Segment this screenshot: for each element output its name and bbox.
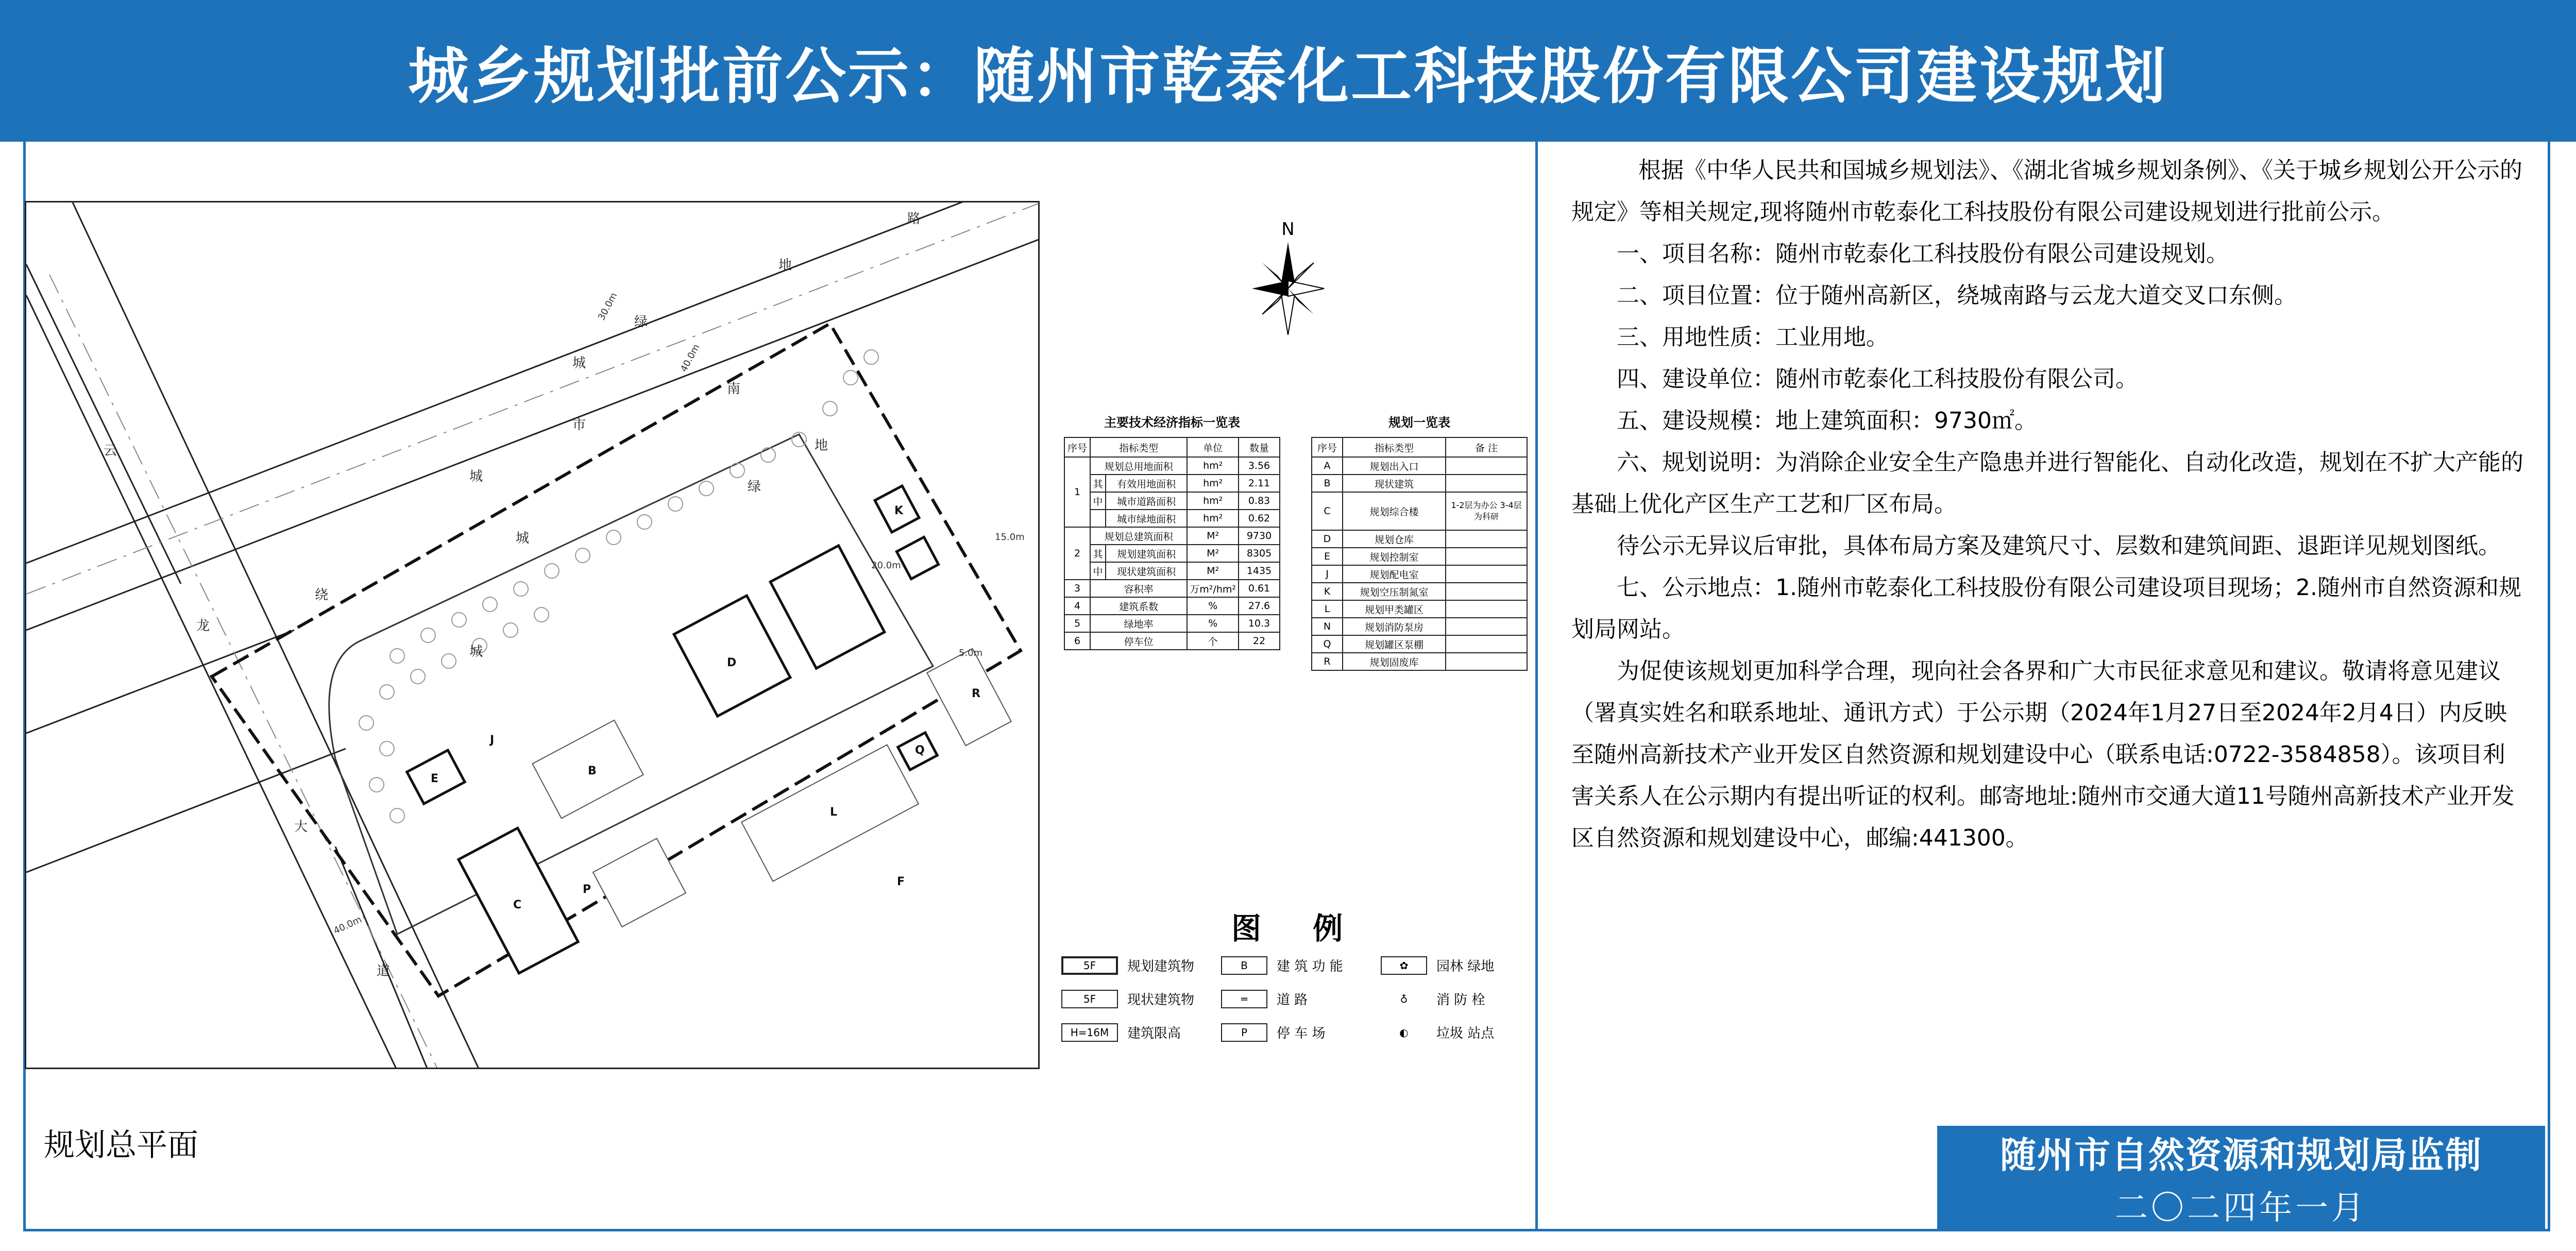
table-row: [1312, 583, 1527, 600]
cell-note: [1446, 635, 1527, 653]
existing-building-b2: [593, 838, 686, 927]
cell-name: 规划仓库: [1343, 530, 1446, 548]
cell-no: 4: [1064, 597, 1090, 615]
plan-list-table: [1311, 437, 1528, 671]
notice-paragraph: 七、公示地点：1.随州市乾泰化工科技股份有限公司建设项目现场；2.随州市自然资源和规划局网站。: [1571, 574, 2521, 643]
cell-value: 3.56: [1239, 457, 1280, 475]
cell-value: 22: [1239, 632, 1280, 650]
cell-name: 现状建筑: [1343, 475, 1446, 492]
legend-item: [1381, 956, 1494, 975]
cell-unit: %: [1187, 615, 1239, 632]
cell-sub: 其: [1090, 545, 1106, 562]
legend-label: 规划建筑物: [1127, 959, 1195, 974]
cell-note: [1446, 548, 1527, 565]
road-label: 云: [104, 443, 117, 459]
cell-code: A: [1312, 457, 1343, 475]
cell-value: 27.6: [1239, 597, 1280, 615]
building-label: K: [894, 504, 904, 517]
notice-paragraph: 待公示无异议后审批，具体布局方案及建筑尺寸、层数和建筑间距、退距详见规划图纸。: [1617, 533, 2501, 559]
building-function-icon: B: [1221, 956, 1267, 975]
road-label: 地: [778, 258, 792, 273]
table-row: [1312, 492, 1527, 530]
building-n: [896, 537, 938, 579]
cell-unit: %: [1187, 597, 1239, 615]
cell-value: 10.3: [1239, 615, 1280, 632]
road-label: 市: [572, 417, 586, 433]
cell-unit: hm²: [1187, 492, 1239, 510]
cell-name: 规划甲类罐区: [1343, 600, 1446, 618]
building-label: R: [972, 687, 980, 700]
cell-code: Q: [1312, 635, 1343, 653]
road-label: 城: [572, 356, 586, 371]
road-label: 龙: [196, 618, 210, 634]
road-icon: ═: [1221, 990, 1267, 1008]
dimension-label: 5.0m: [959, 648, 983, 658]
notice-paragraph: 根据《中华人民共和国城乡规划法》、《湖北省城乡规划条例》、《关于城乡规划公开公示的规定》等相关规定,现将随州市乾泰化工科技股份有限公司建设规划进行批前公示。: [1571, 157, 2522, 225]
dimension-label: 20.0m: [871, 560, 901, 571]
dimension-label: 40.0m: [678, 342, 702, 374]
north-arrow-icon: [1247, 216, 1329, 356]
publish-date: 二〇二四年一月: [2115, 1189, 2367, 1227]
table-row: [1312, 653, 1527, 670]
existing-building-icon: 5F: [1061, 990, 1118, 1008]
legend: [1061, 956, 1525, 1059]
table-row: [1064, 457, 1280, 475]
road-centerline: [26, 202, 1040, 594]
road-centerline: [49, 275, 438, 1069]
table-row: [1312, 457, 1527, 475]
cell-unit: hm²: [1187, 457, 1239, 475]
road-edge: [26, 264, 181, 584]
notice-paragraph: 二、项目位置：位于随州高新区，绕城南路与云龙大道交叉口东侧。: [1617, 282, 2297, 309]
planned-building-icon: 5F: [1061, 956, 1118, 975]
cell-code: L: [1312, 600, 1343, 618]
cell-code: C: [1312, 492, 1343, 530]
building-label: C: [513, 899, 522, 911]
cell-name: 规划罐区泵棚: [1343, 635, 1446, 653]
cell-name: 建筑系数: [1090, 597, 1187, 615]
col-header: 指标类型: [1343, 437, 1446, 457]
legend-item: [1381, 989, 1485, 1008]
tech-table-title: 主要技术经济指标一览表: [1104, 415, 1240, 430]
col-header: 序号: [1312, 437, 1343, 457]
cell-value: 1435: [1239, 562, 1280, 580]
table-header-row: [1064, 437, 1280, 457]
dimension-label: 40.0m: [332, 914, 364, 937]
cell-name: 规划控制室: [1343, 548, 1446, 565]
cell-no: 3: [1064, 580, 1090, 597]
cell-code: J: [1312, 565, 1343, 583]
col-header: 数量: [1239, 437, 1280, 457]
cell-name: 现状建筑面积: [1106, 562, 1187, 580]
notice-paragraph: 六、规划说明：为消除企业安全生产隐患并进行智能化、自动化改造，规划在不扩大产能的基础上优化产区生产工艺和厂区布局。: [1571, 449, 2523, 517]
cell-note: [1446, 457, 1527, 475]
road-label: 道: [377, 963, 391, 979]
cell-value: 2.11: [1239, 475, 1280, 492]
cell-note: [1446, 565, 1527, 583]
cell-note: [1446, 600, 1527, 618]
site-plan-map: [25, 201, 1040, 1069]
table-row: [1064, 580, 1280, 597]
notice-paragraph: 一、项目名称：随州市乾泰化工科技股份有限公司建设规划。: [1617, 241, 2229, 267]
table-row: [1064, 527, 1280, 545]
site-plan-svg: [26, 202, 1040, 1069]
cell-name: 规划建筑面积: [1106, 545, 1187, 562]
cell-value: 0.83: [1239, 492, 1280, 510]
cell-unit: 个: [1187, 632, 1239, 650]
table-row: [1312, 600, 1527, 618]
road-edge: [26, 749, 346, 872]
cell-name: 规划固废库: [1343, 653, 1446, 670]
legend-label: 停 车 场: [1277, 1026, 1326, 1041]
road-edge: [26, 295, 397, 1069]
col-header: 序号: [1064, 437, 1090, 457]
legend-item: [1221, 956, 1343, 975]
road-label: 绿: [748, 479, 761, 495]
notice-text: [1571, 149, 2524, 859]
legend-item: [1061, 956, 1194, 975]
road-label: 城: [516, 531, 530, 546]
height-limit-icon: H=16M: [1061, 1023, 1118, 1042]
col-header: 指标类型: [1090, 437, 1187, 457]
legend-label: 现状建筑物: [1127, 992, 1195, 1008]
building-d-2: [770, 546, 885, 668]
table-row: [1064, 492, 1280, 510]
legend-label: 园林 绿地: [1436, 959, 1495, 974]
cell-name: 城市绿地面积: [1106, 510, 1187, 527]
garbage-station-icon: ◐: [1399, 1026, 1409, 1039]
road-label: 南: [727, 381, 741, 397]
building-label: Q: [915, 744, 925, 757]
plan-title: 规划总平面: [44, 1127, 198, 1163]
parking-icon: P: [1221, 1023, 1267, 1042]
notice-paragraph: 五、建设规模：地上建筑面积：9730㎡。: [1617, 408, 2037, 434]
building-label: E: [431, 772, 439, 785]
cell-unit: M²: [1187, 545, 1239, 562]
cell-name: 规划总用地面积: [1090, 457, 1187, 475]
garden-green-icon: ✿: [1381, 956, 1427, 975]
cell-note: [1446, 475, 1527, 492]
road-label: 大: [294, 819, 308, 835]
table-row: [1312, 530, 1527, 548]
building-label: B: [588, 765, 597, 777]
road-edge: [26, 630, 294, 733]
building-label: F: [897, 875, 905, 888]
cell-value: 9730: [1239, 527, 1280, 545]
table-row: [1312, 618, 1527, 635]
road-edge: [335, 847, 428, 1069]
table-row: [1064, 545, 1280, 562]
cell-name: 城市道路面积: [1106, 492, 1187, 510]
table-row: [1064, 632, 1280, 650]
road-label: 绿: [634, 314, 648, 330]
cell-name: 绿地率: [1090, 615, 1187, 632]
road-label: 绕: [315, 587, 329, 603]
fire-hydrant-icon: ♁: [1400, 992, 1408, 1005]
cell-name: 规划综合楼: [1343, 492, 1446, 530]
cell-no: 5: [1064, 615, 1090, 632]
road-label: 路: [907, 211, 921, 227]
cell-unit: 万m²/hm²: [1187, 580, 1239, 597]
building-label: L: [830, 806, 838, 819]
table-row: [1312, 635, 1527, 653]
table-row: [1064, 615, 1280, 632]
cell-code: K: [1312, 583, 1343, 600]
supervisor-footer: [1937, 1126, 2545, 1229]
supervisor-org: 随州市自然资源和规划局监制: [2000, 1134, 2482, 1176]
cell-note: [1446, 530, 1527, 548]
north-label: N: [1281, 219, 1295, 240]
dimension-label: 30.0m: [596, 291, 620, 323]
cell-name: 规划配电室: [1343, 565, 1446, 583]
cell-value: 0.61: [1239, 580, 1280, 597]
table-row: [1312, 475, 1527, 492]
road-label: 城: [469, 644, 483, 660]
cell-code: N: [1312, 618, 1343, 635]
cell-code: B: [1312, 475, 1343, 492]
legend-item: [1381, 1023, 1494, 1042]
cell-name: 容积率: [1090, 580, 1187, 597]
col-header: 单位: [1187, 437, 1239, 457]
col-header: 备 注: [1446, 437, 1527, 457]
frame-divider: [1535, 139, 1538, 1231]
cell-name: 规划总建筑面积: [1090, 527, 1187, 545]
notice-paragraph: 三、用地性质：工业用地。: [1617, 324, 1889, 350]
legend-label: 垃圾 站点: [1436, 1026, 1495, 1041]
legend-label: 建 筑 功 能: [1277, 959, 1343, 974]
table-row: [1064, 597, 1280, 615]
cell-value: 0.62: [1239, 510, 1280, 527]
page-title: 城乡规划批前公示：随州市乾泰化工科技股份有限公司建设规划: [408, 40, 2168, 112]
legend-title: 图 例: [1231, 911, 1364, 946]
road-label: 地: [815, 438, 828, 453]
legend-label: 道 路: [1277, 992, 1308, 1008]
cell-code: R: [1312, 653, 1343, 670]
cell-note: [1446, 618, 1527, 635]
legend-item: [1061, 989, 1194, 1008]
table-row: [1064, 562, 1280, 580]
cell-sub: [1090, 510, 1106, 527]
cell-sub: 中: [1090, 492, 1106, 510]
road-label: 城: [469, 469, 483, 484]
cell-name: 停车位: [1090, 632, 1187, 650]
road-edge: [73, 202, 480, 1069]
cell-unit: M²: [1187, 562, 1239, 580]
table-row: [1064, 510, 1280, 527]
title-banner: [0, 0, 2576, 142]
cell-name: 规划出入口: [1343, 457, 1446, 475]
table-row: [1312, 548, 1527, 565]
cell-unit: hm²: [1187, 475, 1239, 492]
cell-sub: 中: [1090, 562, 1106, 580]
cell-note: [1446, 583, 1527, 600]
cell-no: 2: [1064, 527, 1090, 580]
cell-unit: hm²: [1187, 510, 1239, 527]
cell-unit: M²: [1187, 527, 1239, 545]
legend-item: [1061, 1023, 1181, 1042]
notice-paragraph: 四、建设单位：随州市乾泰化工科技股份有限公司。: [1617, 366, 2138, 392]
cell-note: 1-2层为办公 3-4层为科研: [1446, 492, 1527, 530]
cell-name: 规划空压制氮室: [1343, 583, 1446, 600]
building-label: D: [727, 656, 737, 669]
table-row: [1312, 565, 1527, 583]
legend-item: [1221, 989, 1308, 1008]
legend-item: [1221, 1023, 1326, 1042]
cell-name: 规划消防泵房: [1343, 618, 1446, 635]
tech-indicator-table: [1064, 437, 1280, 650]
building-label: J: [490, 734, 495, 747]
notice-paragraph: 为促使该规划更加科学合理，现向社会各界和广大市民征求意见和建议。敬请将意见建议（署真实姓名和联系地址、通讯方式）于公示期（2024年1月27日至2024年2月4日）内反映至随州高新技术产业开发区自然资源和规划建设中心（联系电话:0722-3584858）。该项目利害关系人在公示期内有提出听证的权利。邮寄地址:随州市交通大道11号随州高新技术产业开发区自然资源和规划建设中心，邮编:441300。: [1571, 658, 2515, 851]
legend-label: 建筑限高: [1127, 1026, 1181, 1041]
dimension-label: 15.0m: [995, 532, 1025, 543]
cell-sub: 其: [1090, 475, 1106, 492]
cell-code: E: [1312, 548, 1343, 565]
cell-value: 8305: [1239, 545, 1280, 562]
legend-label: 消 防 栓: [1436, 992, 1485, 1008]
cell-no: 6: [1064, 632, 1090, 650]
table-row: [1064, 475, 1280, 492]
cell-code: D: [1312, 530, 1343, 548]
cell-no: 1: [1064, 457, 1090, 527]
table-header-row: [1312, 437, 1527, 457]
cell-note: [1446, 653, 1527, 670]
building-d-1: [674, 596, 790, 716]
road-edge: [26, 239, 1040, 630]
building-label: P: [583, 883, 591, 896]
cell-name: 有效用地面积: [1106, 475, 1187, 492]
plan-table-title: 规划一览表: [1388, 415, 1450, 430]
